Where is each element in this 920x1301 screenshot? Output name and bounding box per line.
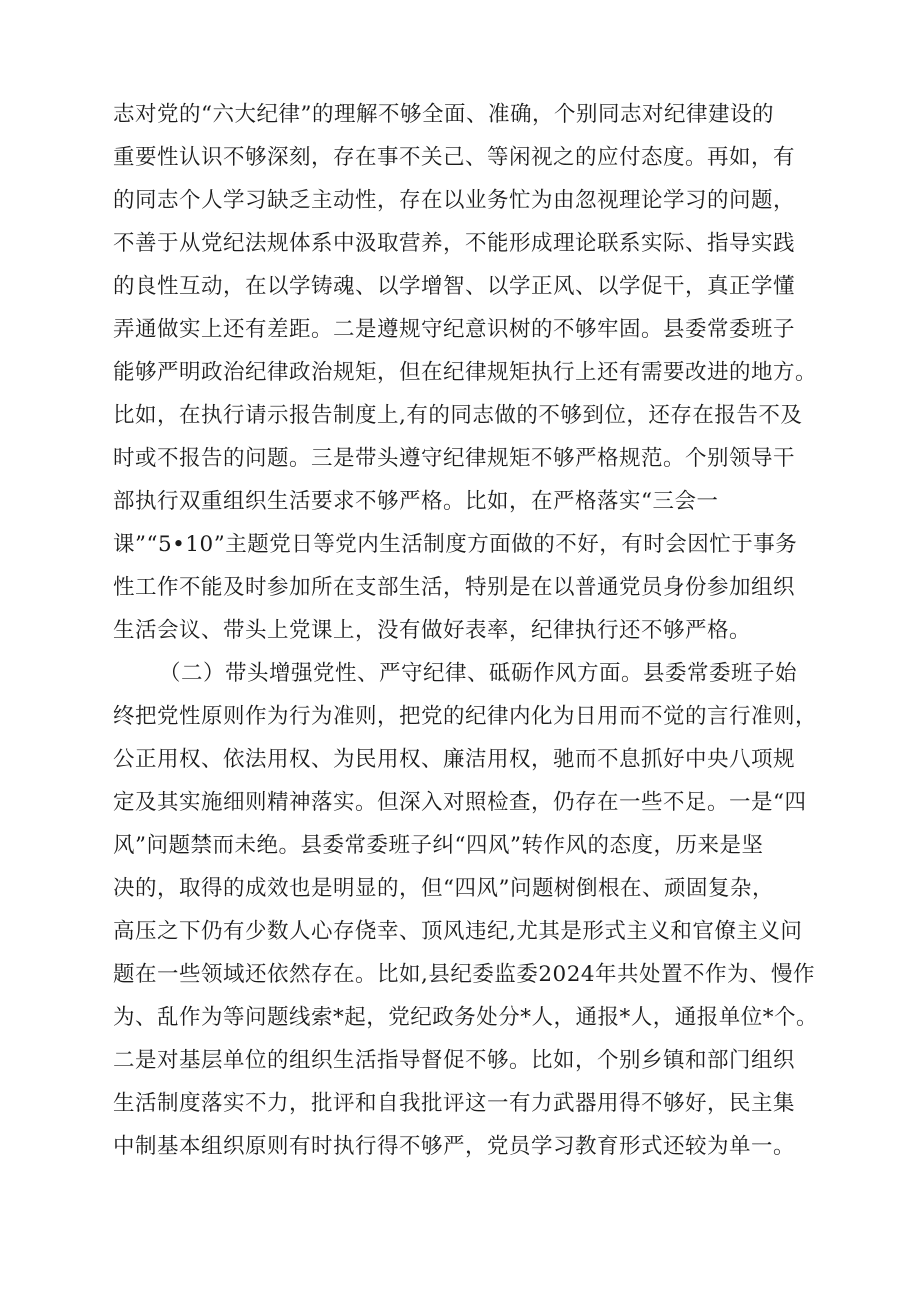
text-line-12: 性工作不能及时参加所在支部生活，特别是在以普通党员身份参加组织 (113, 575, 796, 600)
text-line-20: 高压之下仍有少数人心存侥幸、顶风违纪,尤其是形式主义和官僚主义问 (113, 919, 803, 944)
text-line-18: 风”问题禁而未绝。县委常委班子纠“四风”转作风的态度，历来是坚 (113, 833, 764, 858)
text-line-1: 志对党的“六大纪律”的理解不够全面、准确，个别同志对纪律建设的 (113, 102, 774, 127)
text-line-15: 终把党性原则作为行为准则，把党的纪律内化为日用而不觉的言行准则， (113, 704, 818, 729)
text-line-4: 不善于从党纪法规体系中汲取营养，不能形成理论联系实际、指导实践 (113, 231, 796, 256)
text-line-22: 为、乱作为等问题线索*起，党纪政务处分*人，通报*人，通报单位*个。 (113, 1005, 819, 1030)
text-line-10: 部执行双重组织生活要求不够严格。比如，在严格落实“三会一 (113, 489, 719, 514)
text-line-9: 时或不报告的问题。三是带头遵守纪律规矩不够严格规范。个别领导干 (113, 446, 796, 471)
text-line-8: 比如，在执行请示报告制度上,有的同志做的不够到位，还存在报告不及 (113, 403, 803, 428)
text-line-17: 定及其实施细则精神落实。但深入对照检查，仍存在一些不足。一是“四 (113, 790, 807, 815)
section-heading-line: （二）带头增强党性、严守纪律、砥砺作风方面。县委常委班子始 (159, 661, 798, 686)
text-line-25: 中制基本组织原则有时执行得不够严，党员学习教育形式还较为单一。 (113, 1134, 796, 1159)
text-line-3: 的同志个人学习缺乏主动性，存在以业务忙为由忽视理论学习的问题， (113, 188, 796, 213)
text-line-16: 公正用权、依法用权、为民用权、廉洁用权，驰而不息抓好中央八项规 (113, 747, 796, 772)
text-line-6: 弄通做实上还有差距。二是遵规守纪意识树的不够牢固。县委常委班子 (113, 317, 796, 342)
text-line-23: 二是对基层单位的组织生活指导督促不够。比如，个别乡镇和部门组织 (113, 1048, 796, 1073)
text-line-7: 能够严明政治纪律政治规矩，但在纪律规矩执行上还有需要改进的地方。 (113, 360, 818, 385)
text-line-13: 生活会议、带头上党课上，没有做好表率，纪律执行还不够严格。 (113, 618, 752, 643)
text-line-21: 题在一些领域还依然存在。比如,县纪委监委2024年共处置不作为、慢作 (113, 962, 816, 987)
text-line-5: 的良性互动，在以学铸魂、以学增智、以学正风、以学促干，真正学懂 (113, 274, 796, 299)
text-line-19: 决的，取得的成效也是明显的，但“四风”问题树倒根在、顽固复杂， (113, 876, 774, 901)
text-line-24: 生活制度落实不力，批评和自我批评这一有力武器用得不够好，民主集 (113, 1091, 796, 1116)
text-line-2: 重要性认识不够深刻，存在事不关己、等闲视之的应付态度。再如，有 (113, 145, 796, 170)
text-line-11: 课”“5•10”主题党日等党内生活制度方面做的不好，有时会因忙于事务 (113, 532, 798, 557)
